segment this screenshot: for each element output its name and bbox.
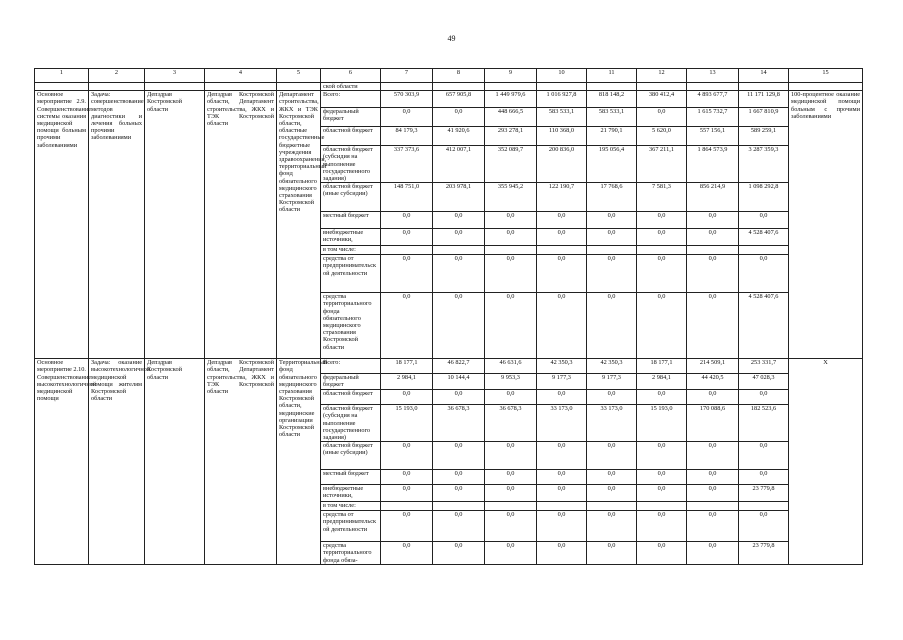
value-cell: 0,0: [537, 255, 587, 293]
value-cell: 7 581,3: [637, 183, 687, 212]
value-cell: 4 528 407,6: [739, 229, 789, 246]
value-cell: 0,0: [587, 511, 637, 542]
value-cell: 0,0: [637, 255, 687, 293]
value-cell: 293 278,1: [485, 127, 537, 146]
block-cell-c15: X: [789, 359, 863, 565]
column-header: 12: [637, 69, 687, 83]
value-cell: [381, 502, 433, 511]
value-cell: 0,0: [587, 542, 637, 565]
source-label: областной бюджет (субсидия на выполнение государственного задания): [321, 146, 381, 183]
source-label: Всего:: [321, 91, 381, 108]
value-cell: 0,0: [537, 511, 587, 542]
value-cell: 0,0: [381, 442, 433, 470]
value-cell: 253 331,7: [739, 359, 789, 374]
value-cell: 0,0: [433, 229, 485, 246]
value-cell: 0,0: [687, 542, 739, 565]
value-cell: 33 173,0: [587, 405, 637, 442]
value-cell: 583 533,1: [537, 108, 587, 127]
value-cell: 9 177,3: [587, 374, 637, 390]
column-header: 6: [321, 69, 381, 83]
empty-cell: [381, 83, 433, 91]
page-number: 49: [447, 34, 456, 43]
value-cell: 0,0: [433, 511, 485, 542]
value-cell: 110 368,0: [537, 127, 587, 146]
empty-cell: [687, 83, 739, 91]
value-cell: 0,0: [485, 542, 537, 565]
source-label: внебюджетные источники,: [321, 229, 381, 246]
value-cell: 0,0: [485, 390, 537, 405]
value-cell: [687, 502, 739, 511]
value-cell: 0,0: [637, 229, 687, 246]
source-label: местный бюджет: [321, 470, 381, 485]
column-header: 2: [89, 69, 145, 83]
value-cell: 1 016 927,8: [537, 91, 587, 108]
empty-cell: [739, 83, 789, 91]
value-cell: 0,0: [485, 229, 537, 246]
value-cell: 0,0: [381, 293, 433, 359]
table-row: [35, 91, 863, 108]
value-cell: [537, 502, 587, 511]
source-label: средства территориального фонда обязательного медицинского страхования Костромской области: [321, 293, 381, 359]
block-cell-c15: 100-процентное оказание медицинской помощи больным с прочими заболеваниями: [789, 91, 863, 359]
value-cell: 0,0: [485, 470, 537, 485]
value-cell: [637, 502, 687, 511]
value-cell: 33 173,0: [537, 405, 587, 442]
value-cell: 0,0: [687, 212, 739, 229]
source-label: средства от предпринимательской деятельности: [321, 511, 381, 542]
value-cell: [485, 246, 537, 255]
value-cell: [433, 502, 485, 511]
value-cell: 0,0: [433, 390, 485, 405]
value-cell: 0,0: [687, 229, 739, 246]
value-cell: 11 171 129,8: [739, 91, 789, 108]
value-cell: 46 631,6: [485, 359, 537, 374]
value-cell: 200 836,0: [537, 146, 587, 183]
value-cell: 0,0: [537, 229, 587, 246]
empty-cell: [145, 83, 205, 91]
table-row: [35, 359, 863, 374]
value-cell: 657 905,8: [433, 91, 485, 108]
value-cell: 182 523,6: [739, 405, 789, 442]
value-cell: 0,0: [637, 293, 687, 359]
value-cell: 0,0: [739, 255, 789, 293]
source-label: средства от предпринимательской деятельности: [321, 255, 381, 293]
value-cell: 0,0: [381, 542, 433, 565]
column-header: 14: [739, 69, 789, 83]
value-cell: 0,0: [739, 212, 789, 229]
value-cell: 0,0: [381, 229, 433, 246]
value-cell: 355 945,2: [485, 183, 537, 212]
value-cell: 0,0: [433, 542, 485, 565]
value-cell: 15 193,0: [381, 405, 433, 442]
block-cell-c3: Депздрав Костромской области: [145, 91, 205, 359]
value-cell: 3 287 359,3: [739, 146, 789, 183]
value-cell: 203 978,1: [433, 183, 485, 212]
value-cell: 0,0: [687, 390, 739, 405]
value-cell: 17 768,6: [587, 183, 637, 212]
value-cell: 0,0: [637, 442, 687, 470]
column-header: 5: [277, 69, 321, 83]
value-cell: 1 667 810,9: [739, 108, 789, 127]
value-cell: [587, 502, 637, 511]
value-cell: 583 533,1: [587, 108, 637, 127]
source-label: федеральный бюджет: [321, 108, 381, 127]
value-cell: 412 007,1: [433, 146, 485, 183]
value-cell: 0,0: [739, 511, 789, 542]
block-cell-c4: Депздрав Костромской области, Департамент строительства, ЖКХ и ТЭК Костромской области: [205, 359, 277, 565]
value-cell: 0,0: [587, 212, 637, 229]
value-cell: 0,0: [587, 255, 637, 293]
value-cell: 0,0: [637, 108, 687, 127]
value-cell: 0,0: [587, 485, 637, 502]
source-label: областной бюджет: [321, 390, 381, 405]
empty-cell: [35, 83, 89, 91]
value-cell: 0,0: [537, 390, 587, 405]
value-cell: 41 920,6: [433, 127, 485, 146]
value-cell: [687, 246, 739, 255]
value-cell: 47 028,3: [739, 374, 789, 390]
value-cell: 0,0: [537, 293, 587, 359]
value-cell: 0,0: [381, 108, 433, 127]
value-cell: 0,0: [637, 470, 687, 485]
column-header: 15: [789, 69, 863, 83]
source-label: внебюджетные источники,: [321, 485, 381, 502]
value-cell: [637, 246, 687, 255]
value-cell: 0,0: [587, 293, 637, 359]
empty-cell: [89, 83, 145, 91]
value-cell: 1 098 292,8: [739, 183, 789, 212]
column-header: 1: [35, 69, 89, 83]
empty-cell: [485, 83, 537, 91]
block-cell-c4: Депздрав Костромской области, Департамент строительства, ЖКХ и ТЭК Костромской области: [205, 91, 277, 359]
value-cell: 0,0: [381, 470, 433, 485]
value-cell: 0,0: [381, 485, 433, 502]
column-header: 7: [381, 69, 433, 83]
value-cell: [381, 246, 433, 255]
value-cell: 380 412,4: [637, 91, 687, 108]
value-cell: 570 303,9: [381, 91, 433, 108]
empty-cell: [587, 83, 637, 91]
value-cell: 0,0: [537, 442, 587, 470]
value-cell: 0,0: [485, 293, 537, 359]
source-label: местный бюджет: [321, 212, 381, 229]
value-cell: 9 177,3: [537, 374, 587, 390]
value-cell: 0,0: [587, 229, 637, 246]
source-label: в том числе:: [321, 246, 381, 255]
value-cell: 36 678,3: [433, 405, 485, 442]
value-cell: 0,0: [381, 390, 433, 405]
continuation-label: ской области: [321, 83, 381, 91]
value-cell: [433, 246, 485, 255]
source-label: областной бюджет (иные субсидии): [321, 183, 381, 212]
value-cell: 0,0: [587, 442, 637, 470]
value-cell: 42 350,3: [587, 359, 637, 374]
value-cell: 9 953,3: [485, 374, 537, 390]
value-cell: 10 144,4: [433, 374, 485, 390]
value-cell: 0,0: [485, 485, 537, 502]
continuation-row: [35, 83, 863, 91]
value-cell: 367 211,1: [637, 146, 687, 183]
value-cell: 0,0: [687, 485, 739, 502]
block-cell-c2: Задача: совершенствование методов диагностики и лечения больных прочими заболеваниями: [89, 91, 145, 359]
value-cell: 44 420,5: [687, 374, 739, 390]
column-header: 13: [687, 69, 739, 83]
value-cell: 21 790,1: [587, 127, 637, 146]
value-cell: 0,0: [637, 390, 687, 405]
value-cell: 856 214,9: [687, 183, 739, 212]
value-cell: 589 259,1: [739, 127, 789, 146]
column-header: 11: [587, 69, 637, 83]
value-cell: 195 056,4: [587, 146, 637, 183]
value-cell: 0,0: [637, 212, 687, 229]
block-cell-c3: Депздрав Костромской области: [145, 359, 205, 565]
value-cell: 0,0: [485, 212, 537, 229]
value-cell: 0,0: [381, 212, 433, 229]
value-cell: 0,0: [739, 442, 789, 470]
value-cell: 2 984,1: [637, 374, 687, 390]
empty-cell: [205, 83, 277, 91]
value-cell: 1 615 732,7: [687, 108, 739, 127]
empty-cell: [433, 83, 485, 91]
value-cell: 0,0: [687, 255, 739, 293]
empty-cell: [789, 83, 863, 91]
value-cell: 170 088,6: [687, 405, 739, 442]
value-cell: 46 822,7: [433, 359, 485, 374]
block-cell-c1: Основное мероприятие 2.9. Совершенствование системы оказания медицинской помощи больным прочими заболеваниями: [35, 91, 89, 359]
value-cell: [739, 246, 789, 255]
value-cell: 18 177,1: [637, 359, 687, 374]
value-cell: 36 678,3: [485, 405, 537, 442]
empty-cell: [637, 83, 687, 91]
value-cell: 18 177,1: [381, 359, 433, 374]
value-cell: 0,0: [587, 390, 637, 405]
value-cell: 0,0: [433, 485, 485, 502]
value-cell: [739, 502, 789, 511]
column-header: 9: [485, 69, 537, 83]
value-cell: 0,0: [687, 442, 739, 470]
value-cell: 4 893 677,7: [687, 91, 739, 108]
value-cell: 0,0: [739, 390, 789, 405]
value-cell: 448 666,5: [485, 108, 537, 127]
value-cell: 15 193,0: [637, 405, 687, 442]
value-cell: 1 864 573,9: [687, 146, 739, 183]
source-label: областной бюджет: [321, 127, 381, 146]
value-cell: 1 449 979,6: [485, 91, 537, 108]
value-cell: 84 179,3: [381, 127, 433, 146]
value-cell: [485, 502, 537, 511]
column-header: 4: [205, 69, 277, 83]
empty-cell: [537, 83, 587, 91]
value-cell: 148 751,0: [381, 183, 433, 212]
value-cell: 0,0: [687, 511, 739, 542]
column-header: 3: [145, 69, 205, 83]
value-cell: 0,0: [587, 470, 637, 485]
value-cell: 818 148,2: [587, 91, 637, 108]
value-cell: 0,0: [687, 470, 739, 485]
value-cell: 0,0: [537, 212, 587, 229]
value-cell: 0,0: [739, 470, 789, 485]
value-cell: 0,0: [637, 485, 687, 502]
value-cell: 0,0: [433, 212, 485, 229]
value-cell: 0,0: [433, 293, 485, 359]
value-cell: 0,0: [433, 470, 485, 485]
value-cell: 0,0: [687, 293, 739, 359]
value-cell: 0,0: [433, 255, 485, 293]
value-cell: 0,0: [433, 108, 485, 127]
value-cell: 557 156,1: [687, 127, 739, 146]
source-label: в том числе:: [321, 502, 381, 511]
value-cell: 0,0: [537, 542, 587, 565]
value-cell: 23 779,8: [739, 542, 789, 565]
value-cell: 214 509,1: [687, 359, 739, 374]
value-cell: [537, 246, 587, 255]
value-cell: 2 984,1: [381, 374, 433, 390]
value-cell: 0,0: [485, 255, 537, 293]
block-cell-c5: Территориальный фонд обязательного медицинского страхования Костромской области, медицинские организации Костромской области: [277, 359, 321, 565]
value-cell: 337 373,6: [381, 146, 433, 183]
source-label: Всего:: [321, 359, 381, 374]
value-cell: [587, 246, 637, 255]
value-cell: 23 779,8: [739, 485, 789, 502]
source-label: областной бюджет (субсидия на выполнение государственного задания): [321, 405, 381, 442]
header-row: [35, 69, 863, 83]
block-cell-c2: Задача: оказание высокотехнологичной медицинской помощи жителям Костромской области: [89, 359, 145, 565]
value-cell: 0,0: [637, 511, 687, 542]
value-cell: 0,0: [381, 511, 433, 542]
column-header: 10: [537, 69, 587, 83]
budget-table: [34, 68, 863, 565]
source-label: федеральный бюджет: [321, 374, 381, 390]
value-cell: 122 190,7: [537, 183, 587, 212]
source-label: областной бюджет (иные субсидии): [321, 442, 381, 470]
value-cell: 0,0: [637, 542, 687, 565]
value-cell: 0,0: [381, 255, 433, 293]
value-cell: 4 528 407,6: [739, 293, 789, 359]
value-cell: 42 350,3: [537, 359, 587, 374]
column-header: 8: [433, 69, 485, 83]
value-cell: 0,0: [485, 442, 537, 470]
source-label: средства территориального фонда обяза-: [321, 542, 381, 565]
value-cell: 0,0: [537, 485, 587, 502]
value-cell: 0,0: [485, 511, 537, 542]
value-cell: 352 089,7: [485, 146, 537, 183]
value-cell: 5 620,0: [637, 127, 687, 146]
value-cell: 0,0: [433, 442, 485, 470]
value-cell: 0,0: [537, 470, 587, 485]
empty-cell: [277, 83, 321, 91]
block-cell-c5: Департамент строительства, ЖКХ и ТЭК Костромской области, областные государственные бюджетные учреждения здравоохранения, территориальный фонд обязательного медицинского страхования Костромской области: [277, 91, 321, 359]
block-cell-c1: Основное мероприятие 2.10. Совершенствование высокотехнологичной медицинской помощи: [35, 359, 89, 565]
